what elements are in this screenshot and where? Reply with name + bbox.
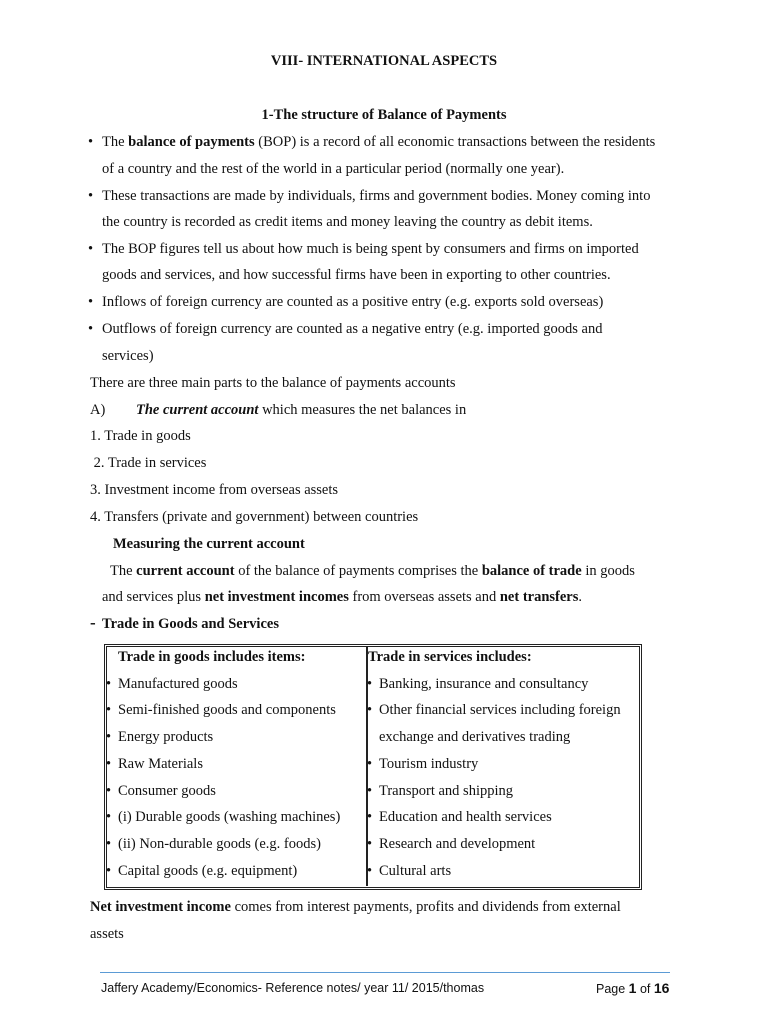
numbered-item-3: 3. Investment income from overseas assets	[90, 482, 339, 498]
bop-bullet-3: • The BOP figures tell us about how much is being spent by consumers and firms on imported	[102, 240, 639, 258]
bop-bullet-2: • These transactions are made by individuals, firms and government bodies. Money coming into	[102, 187, 650, 205]
services-item: • Tourism industry	[379, 755, 478, 773]
bop-bullet-5: • Outflows of foreign currency are counted as a negative entry (e.g. imported goods and	[102, 320, 602, 338]
services-item: • Transport and shipping	[379, 782, 513, 800]
numbered-item-1: 1. Trade in goods	[90, 428, 191, 444]
numbered-item-4: 4. Transfers (private and government) between countries	[90, 509, 419, 525]
trade-heading: Trade in Goods and Services	[102, 616, 279, 632]
goods-item: • Semi-finished goods and components	[118, 701, 336, 719]
goods-item: • Capital goods (e.g. equipment)	[118, 862, 297, 880]
part-a-text: The current account which measures the net balances in	[136, 402, 467, 418]
part-a-label: A)	[90, 402, 106, 418]
goods-header: Trade in goods includes items:	[118, 649, 306, 665]
footer-left: Jaffery Academy/Economics- Reference notes/ year 11/ 2015/thomas	[101, 981, 485, 995]
goods-item: • (i) Durable goods (washing machines)	[118, 808, 340, 826]
page-number: Page 1 of 16	[596, 980, 670, 996]
intro-parts-text: There are three main parts to the balance of payments accounts	[90, 375, 456, 391]
measuring-paragraph-line1: The current account of the balance of payments comprises the balance of trade in goods	[110, 563, 635, 579]
goods-item: • Energy products	[118, 728, 213, 746]
page-title: VIII- INTERNATIONAL ASPECTS	[270, 53, 498, 69]
measuring-heading: Measuring the current account	[113, 536, 305, 552]
measuring-paragraph-line2: and services plus net investment incomes from overseas assets and net transfers.	[102, 589, 583, 605]
services-item: • Research and development	[379, 835, 535, 853]
net-income-paragraph: Net investment income comes from interest payments, profits and dividends from external	[90, 899, 621, 915]
bop-bullet-1-line2: of a country and the rest of the world in a particular period (normally one year).	[102, 161, 565, 177]
services-header: Trade in services includes:	[368, 649, 532, 665]
goods-item: • Consumer goods	[118, 782, 216, 800]
services-item: • Other financial services including foreign	[379, 701, 621, 719]
net-income-paragraph-line2: assets	[90, 926, 124, 942]
services-item: • Cultural arts	[379, 862, 451, 880]
services-item: • Education and health services	[379, 808, 552, 826]
bop-bullet-5-line2: services)	[102, 348, 154, 364]
bop-bullet-1: • The balance of payments (BOP) is a record of all economic transactions between the residents	[102, 133, 655, 151]
numbered-item-2: 2. Trade in services	[90, 455, 207, 471]
bop-bullet-3-line2: goods and services, and how successful firms have been in exporting to other countries.	[102, 267, 611, 283]
goods-item: • Manufactured goods	[118, 675, 238, 693]
bop-bullet-2-line2: the country is recorded as credit items and money leaving the country as debit items.	[102, 214, 593, 230]
goods-item: • (ii) Non-durable goods (e.g. foods)	[118, 835, 321, 853]
footer-rule	[100, 972, 670, 973]
services-item: • Banking, insurance and consultancy	[379, 675, 588, 693]
bop-bullet-4: • Inflows of foreign currency are counted as a positive entry (e.g. exports sold overseas)	[102, 293, 603, 311]
trade-heading-dash: -	[90, 613, 96, 632]
goods-item: • Raw Materials	[118, 755, 203, 773]
section-heading: 1-The structure of Balance of Payments	[261, 107, 507, 123]
services-item-continuation: exchange and derivatives trading	[379, 729, 571, 745]
